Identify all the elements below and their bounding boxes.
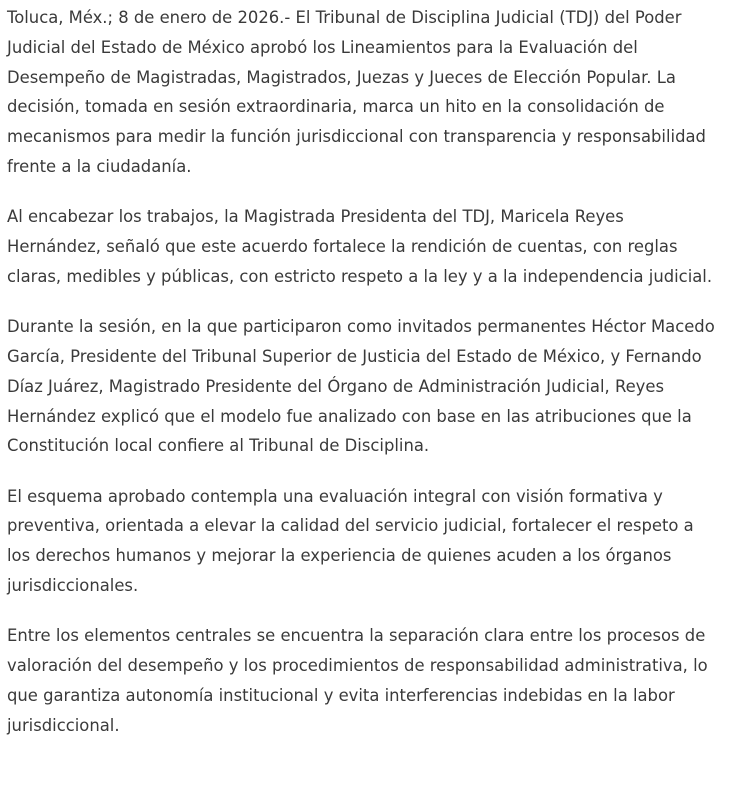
article-paragraph: El esquema aprobado contempla una evaluación integral con visión formativa y preventiva, orientada a elevar la calidad del servicio judicial, fortalecer el respeto a los derechos humanos y mejorar la experiencia de quienes acuden a los órganos jurisdiccionales. [7,486,694,596]
article-paragraph: Durante la sesión, en la que participaron como invitados permanentes Héctor Macedo García, Presidente del Tribunal Superior de Justicia del Estado de México, y Fernando Díaz Juárez, Magistrado Presidente del Órgano de Administración Judicial, Reyes Hernández explicó que el modelo fue analizado con base en las atribuciones que la Constitución local confiere al Tribunal de Disciplina. [7,317,715,456]
article-paragraph: Toluca, Méx.; 8 de enero de 2026.- El Tribunal de Disciplina Judicial (TDJ) del Poder Judicial del Estado de México aprobó los Lineamientos para la Evaluación del Desempeño de Magistradas, Magistrados, Juezas y Jueces de Elección Popular. La decisión, tomada en sesión extraordinaria, marca un hito en la consolidación de mecanismos para medir la función jurisdiccional con transparencia y responsabilidad frente a la ciudadanía. [7,8,706,176]
article-paragraph: Al encabezar los trabajos, la Magistrada Presidenta del TDJ, Maricela Reyes Hernández, señaló que este acuerdo fortalece la rendición de cuentas, con reglas claras, medibles y públicas, con estricto respeto a la ley y a la independencia judicial. [7,207,713,286]
article-paragraph: Entre los elementos centrales se encuentra la separación clara entre los procesos de valoración del desempeño y los procedimientos de responsabilidad administrativa, lo que garantiza autonomía institucional y evita interferencias indebidas en la labor jurisdiccional. [7,626,708,735]
